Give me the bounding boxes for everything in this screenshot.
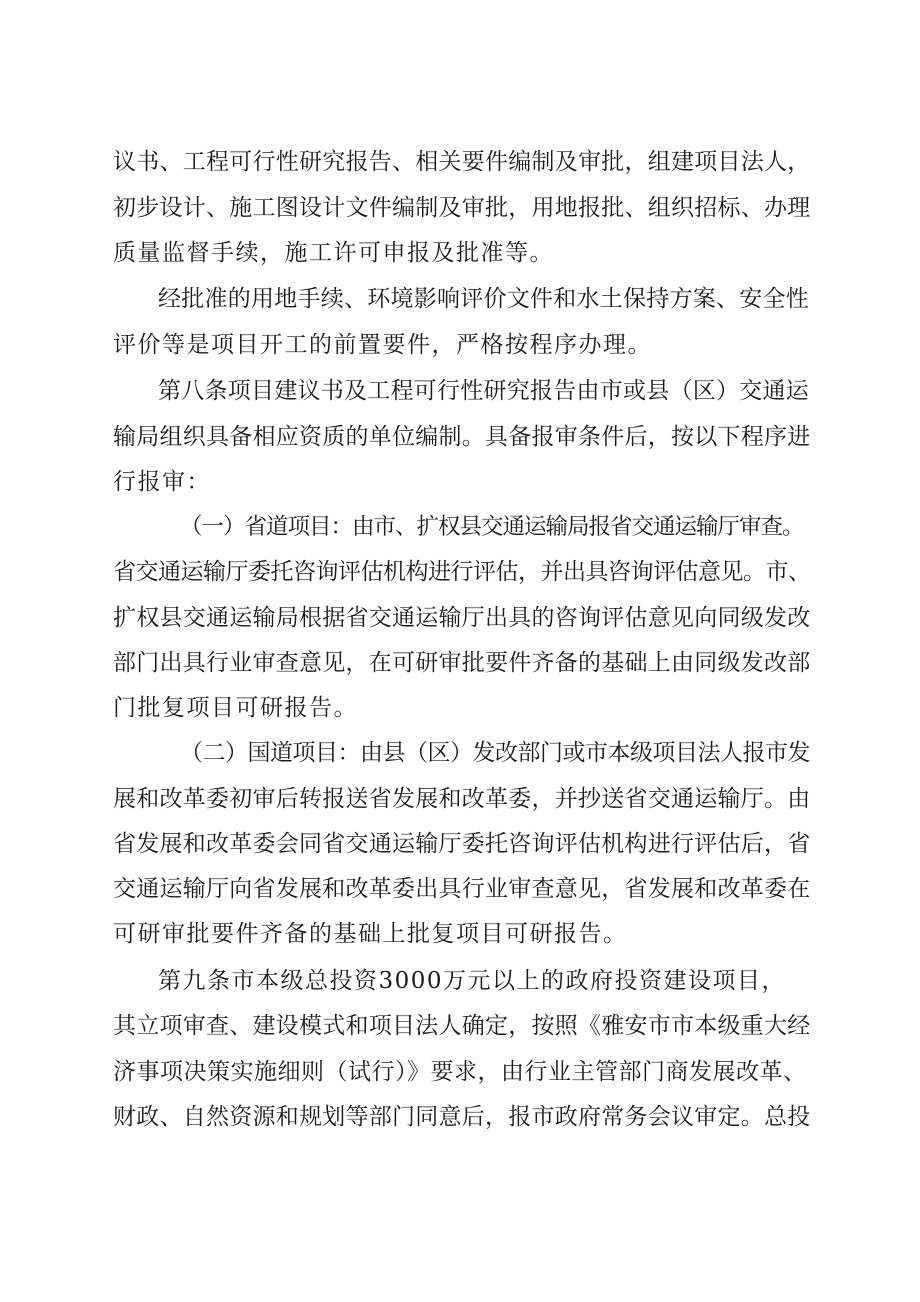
paragraph-4-line-5: 门批复项目可研报告。 <box>113 695 358 721</box>
paragraph-6-line-1: 第九条市本级总投资3000万元以上的政府投资建设项目， <box>158 968 787 994</box>
paragraph-6-line-4: 财政、自然资源和规划等部门同意后，报市政府常务会议审定。总投 <box>113 1104 811 1130</box>
paragraph-5-line-1: （二）国道项目：由县（区）发改部门或市本级项目法人报市发 <box>180 740 810 766</box>
paragraph-4-line-4: 部门出具行业审查意见，在可研审批要件齐备的基础上由同级发改部 <box>113 650 811 676</box>
paragraph-1-line-1: 议书、工程可行性研究报告、相关要件编制及审批，组建项目法人， <box>113 149 811 175</box>
paragraph-6-line-2: 其立项审查、建设模式和项目法人确定，按照《雅安市市本级重大经 <box>113 1013 811 1039</box>
paragraph-5-line-5: 可研审批要件齐备的基础上批复项目可研报告。 <box>113 921 628 947</box>
paragraph-5-line-2: 展和改革委初审后转报送省发展和改革委，并抄送省交通运输厅。由 <box>113 786 811 812</box>
paragraph-1-line-2: 初步设计、施工图设计文件编制及审批，用地报批、组织招标、办理 <box>113 195 811 221</box>
paragraph-3-line-2: 输局组织具备相应资质的单位编制。具备报审条件后，按以下程序进 <box>113 424 811 450</box>
paragraph-1-line-3: 质量监督手续，施工许可申报及批准等。 <box>113 240 554 266</box>
paragraph-6-line-3: 济事项决策实施细则（试行）》要求，由行业主管部门商发展改革、 <box>113 1059 807 1085</box>
paragraph-4-line-3: 扩权县交通运输局根据省交通运输厅出具的咨询评估意见向同级发改 <box>113 605 811 631</box>
paragraph-2-line-1: 经批准的用地手续、环境影响评价文件和水土保持方案、安全性 <box>158 286 809 312</box>
paragraph-4-line-1: （一）省道项目：由市、扩权县交通运输局报省交通运输厅审查。 <box>180 514 804 540</box>
paragraph-4-line-2: 省交通运输厅委托咨询评估机构进行评估，并出具咨询评估意见。市、 <box>113 559 811 585</box>
paragraph-3-line-1: 第八条项目建议书及工程可行性研究报告由市或县（区）交通运 <box>158 378 809 404</box>
paragraph-5-line-3: 省发展和改革委会同省交通运输厅委托咨询评估机构进行评估后，省 <box>113 831 811 857</box>
paragraph-5-line-4: 交通运输厅向省发展和改革委出具行业审查意见，省发展和改革委在 <box>113 876 811 902</box>
paragraph-2-line-2: 评价等是项目开工的前置要件，严格按程序办理。 <box>113 332 652 358</box>
paragraph-3-line-3: 行报审： <box>113 469 211 495</box>
